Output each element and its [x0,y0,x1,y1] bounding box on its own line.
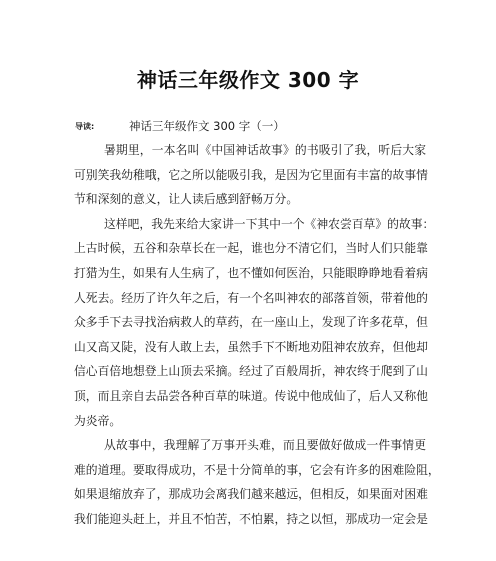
paragraph-line: 上古时候，五谷和杂草长在一起，谁也分不清它们，当时人们只能靠 [74,241,428,256]
paragraph [74,212,435,433]
paragraph-line: 为炎帝。 [74,413,122,428]
document-body [74,138,440,532]
paragraph-line: 众多手下去寻找治病救人的草药，在一座山上，发现了许多花草，但 [74,315,428,330]
paragraph-line: 从故事中，我理解了万事开头难，而且要做好做成一件事情更 [104,438,426,453]
paragraph-line: 难的道理。要取得成功，不是十分简单的事，它会有许多的困难险阻， [74,462,440,477]
paragraph-line: 如果退缩放弃了，那成功会离我们越来越远，但相反，如果面对困难 [74,487,428,502]
intro-text: 神话三年级作文 300 字（一） [129,119,285,133]
paragraph [74,138,426,212]
paragraph-line: 信心百倍地想登上山顶去采摘。经过了百般周折，神农终于爬到了山 [74,364,428,379]
paragraph-line: 暑期里，一本名叫《中国神话故事》的书吸引了我，听后大家 [104,143,426,157]
paragraph [74,433,440,531]
document-title: 神话三年级作文 300 字 [136,68,360,92]
paragraph-line: 山又高又陡，没有人敢上去，虽然手下不断地劝阻神农放弃，但他却 [74,339,428,354]
paragraph-line: 顶，而且亲自去品尝各种百草的味道。传说中他成仙了，后人又称他 [74,388,428,403]
intro-row [75,118,455,134]
intro-label: 导读: [75,122,95,131]
paragraph-line: 人死去。经历了许久年之后，有一个名叫神农的部落首领，带着他的 [74,290,428,305]
paragraph-line: 这样吧，我先来给大家讲一下其中一个《神农尝百草》的故事： [104,216,435,231]
paragraph-line: 我们能迎头赶上，并且不怕苦，不怕累，持之以恒，那成功一定会是 [74,511,428,526]
paragraph-line: 打猎为生，如果有人生病了，也不懂如何医治，只能眼睁睁地看着病 [74,265,428,280]
paragraph-line: 可别笑我幼稚哦，它之所以能吸引我，是因为它里面有丰富的故事情 [74,167,428,182]
paragraph-line: 节和深刻的意义，让人读后感到舒畅万分。 [74,192,299,207]
